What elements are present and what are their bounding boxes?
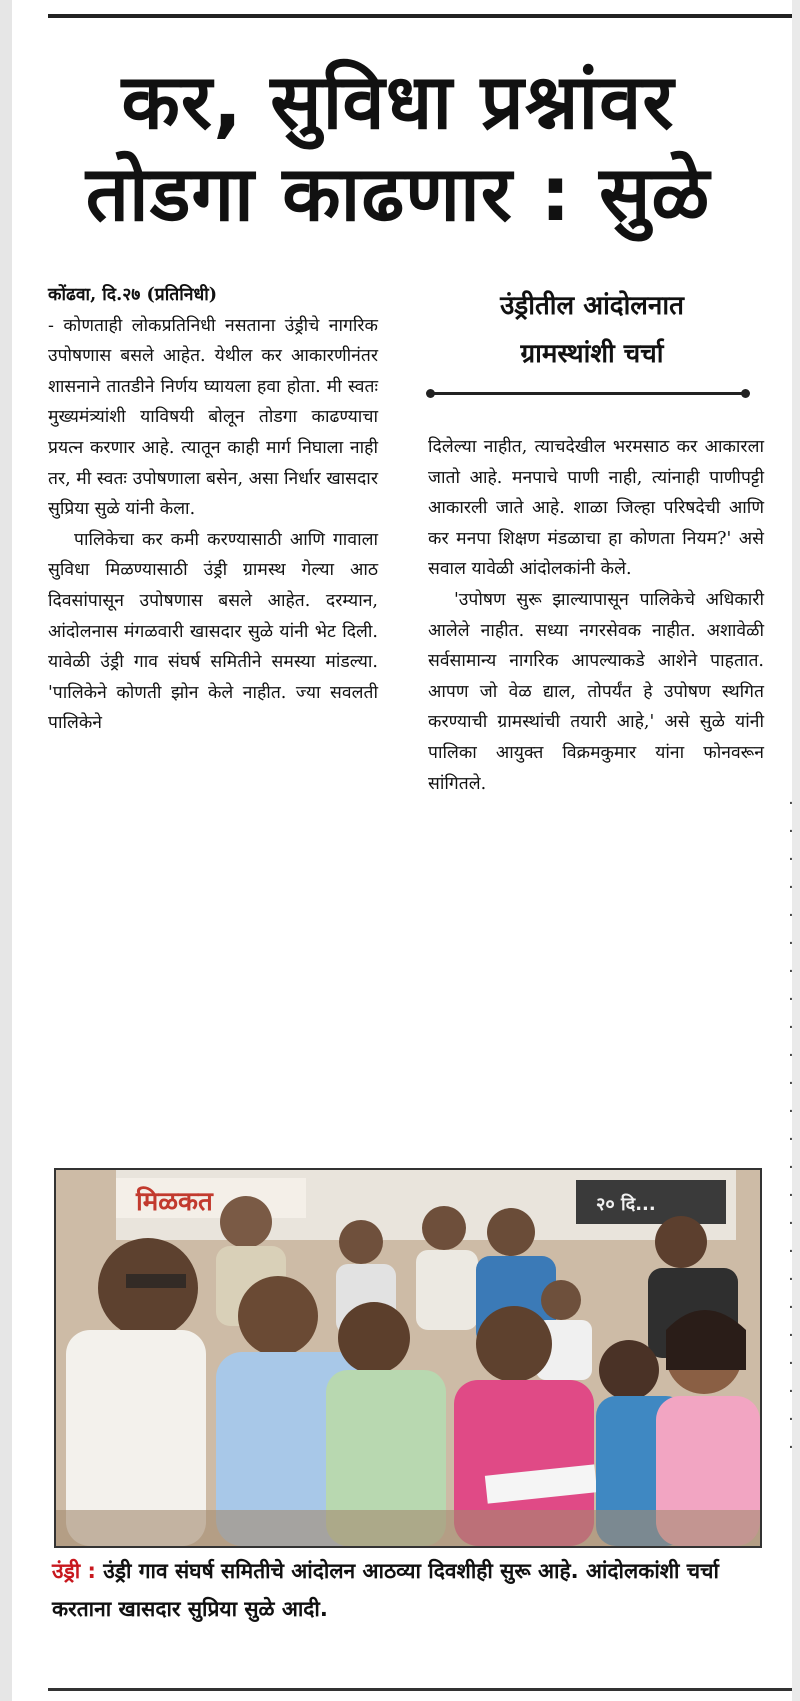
article-paragraph: - कोणताही लोकप्रतिनिधी नसताना उंड्रीचे नागरिक उपोषणास बसले आहेत. येथील कर आकारणीनंतर शासनाने तातडीने निर्णय घ्यायला हवा होता. मी स्वतः मुख्यमंत्र्यांशी याविषयी बोलून तोडगा काढण्याचा प्रयत्न करणार आहे. त्यातून काही मार्ग निघाला नाही तर, मी स्वतः उपोषणाला बसेन, असा निर्धार खासदार सुप्रिया सुळे यांनी केला. [48,315,378,520]
article-column-right [428,432,764,799]
article-paragraph: दिलेल्या नाहीत, त्याचदेखील भरमसाठ कर आकारला जातो आहे. मनपाचे पाणी नाही, त्यांनाही पाणीपट्टी आकारली जाते आहे. शाळा जिल्हा परिषदेची आणि कर मनपा शिक्षण मंडळाचा हा कोणता नियम?' असे सवाल यावेळी आंदोलकांनी केले. [428,437,764,580]
subheading-rule [430,392,746,395]
top-rule [48,14,792,18]
dateline: कोंढवा, दि.२७ (प्रतिनिधी) [48,285,218,305]
headline-line-1: कर, सुविधा प्रश्नांवर [121,57,675,146]
banner-text: मिळकत [136,1187,213,1217]
adjacent-column-dots: · · · · · · · · · · · · · · · · · · · · · · · · [786,796,796,1456]
news-photo [54,1168,762,1548]
article-paragraph: पालिकेचा कर कमी करण्यासाठी आणि गावाला सुविधा मिळण्यासाठी उंड्री ग्रामस्थ गेल्या आठ दिवसांपासून उपोषणास बसले आहेत. दरम्यान, आंदोलनास मंगळवारी खासदार सुळे यांनी भेट दिली. यावेळी उंड्री गाव संघर्ष समितीने समस्या मांडल्या. 'पालिकेने कोणती झोन केले नाहीत. ज्या सवलती पालिकेने [48,529,378,734]
page-gutter-left [0,0,12,1701]
headline-line-2: तोडगा काढणार : सुळे [85,149,711,238]
article-paragraph: 'उपोषण सुरू झाल्यापासून पालिकेचे अधिकारी आलेले नाहीत. सध्या नगरसेवक नाहीत. अशावेळी सर्वसामान्य नागरिक आपल्याकडे आशेने पाहतात. आपण जो वेळ द्याल, तोपर्यंत हे उपोषण स्थगित करण्याची ग्रामस्थांची तयारी आहे,' असे सुळे यांनी पालिका आयुक्त विक्रमकुमार यांना फोनवरून सांगितले. [428,589,764,794]
photo-caption [52,1552,764,1628]
caption-place: उंड्री : [52,1559,96,1583]
subheading-line-2: ग्रामस्थांशी चर्चा [520,339,664,369]
subheading [428,282,756,378]
news-photo-illustration [56,1170,760,1546]
caption-text: उंड्री गाव संघर्ष समितीचे आंदोलन आठव्या दिवशीही सुरू आहे. आंदोलकांशी चर्चा करताना खासदार सुप्रिया सुळे आदी. [52,1559,719,1621]
banner-date: २० दि... [596,1194,656,1215]
bottom-rule [48,1688,792,1691]
subheading-line-1: उंड्रीतील आंदोलनात [500,291,684,321]
article-column-left [48,280,378,739]
headline [48,56,748,240]
